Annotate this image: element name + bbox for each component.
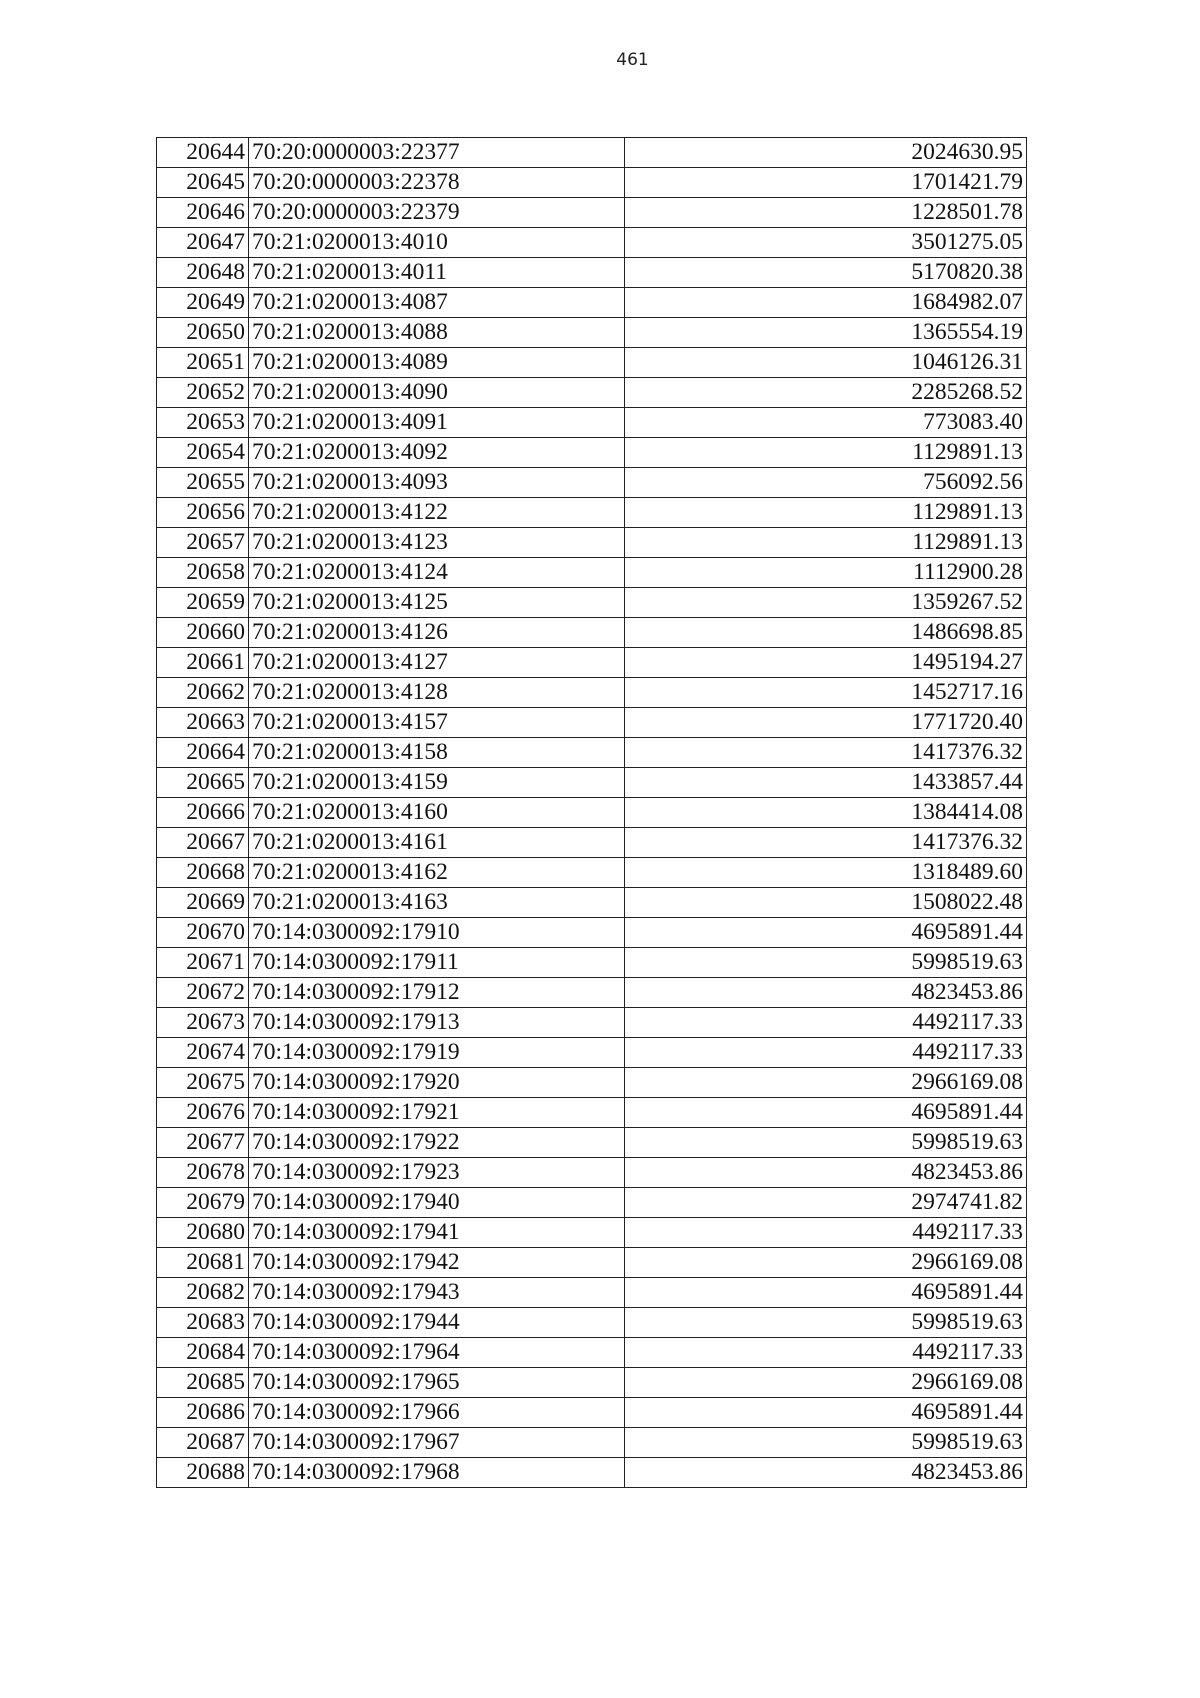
cadastral-number-cell: 70:21:0200013:4160: [249, 798, 625, 828]
table-row: [157, 678, 1027, 708]
cadastral-value-cell: 4823453.86: [625, 1458, 1027, 1488]
cadastral-value-cell: 1365554.19: [625, 318, 1027, 348]
cadastral-number-cell: 70:21:0200013:4161: [249, 828, 625, 858]
table-row: [157, 1008, 1027, 1038]
cadastral-value-cell: 4492117.33: [625, 1218, 1027, 1248]
cadastral-number-cell: 70:14:0300092:17941: [249, 1218, 625, 1248]
cadastral-value-cell: 5998519.63: [625, 1428, 1027, 1458]
table-row: [157, 858, 1027, 888]
row-number-cell: 20677: [157, 1128, 249, 1158]
cadastral-value-cell: 756092.56: [625, 468, 1027, 498]
cadastral-value-cell: 1417376.32: [625, 738, 1027, 768]
cadastral-number-cell: 70:21:0200013:4162: [249, 858, 625, 888]
row-number-cell: 20661: [157, 648, 249, 678]
cadastral-number-cell: 70:21:0200013:4010: [249, 228, 625, 258]
row-number-cell: 20688: [157, 1458, 249, 1488]
cadastral-number-cell: 70:21:0200013:4090: [249, 378, 625, 408]
row-number-cell: 20658: [157, 558, 249, 588]
table-row: [157, 1368, 1027, 1398]
cadastral-number-cell: 70:21:0200013:4163: [249, 888, 625, 918]
cadastral-value-cell: 4823453.86: [625, 1158, 1027, 1188]
cadastral-number-cell: 70:14:0300092:17966: [249, 1398, 625, 1428]
cadastral-number-cell: 70:21:0200013:4011: [249, 258, 625, 288]
cadastral-value-cell: 4823453.86: [625, 978, 1027, 1008]
cadastral-number-cell: 70:21:0200013:4089: [249, 348, 625, 378]
row-number-cell: 20675: [157, 1068, 249, 1098]
table-row: [157, 1398, 1027, 1428]
cadastral-value-cell: 4492117.33: [625, 1008, 1027, 1038]
cadastral-value-cell: 4695891.44: [625, 1278, 1027, 1308]
table-row: [157, 738, 1027, 768]
cadastral-value-cell: 4492117.33: [625, 1338, 1027, 1368]
table-row: [157, 168, 1027, 198]
cadastral-value-cell: 3501275.05: [625, 228, 1027, 258]
row-number-cell: 20659: [157, 588, 249, 618]
cadastral-number-cell: 70:20:0000003:22379: [249, 198, 625, 228]
cadastral-value-cell: 1384414.08: [625, 798, 1027, 828]
cadastral-value-cell: 1452717.16: [625, 678, 1027, 708]
table-row: [157, 828, 1027, 858]
cadastral-number-cell: 70:21:0200013:4093: [249, 468, 625, 498]
row-number-cell: 20660: [157, 618, 249, 648]
row-number-cell: 20670: [157, 918, 249, 948]
cadastral-number-cell: 70:21:0200013:4124: [249, 558, 625, 588]
row-number-cell: 20674: [157, 1038, 249, 1068]
table-row: [157, 558, 1027, 588]
cadastral-number-cell: 70:14:0300092:17965: [249, 1368, 625, 1398]
cadastral-number-cell: 70:21:0200013:4157: [249, 708, 625, 738]
cadastral-number-cell: 70:20:0000003:22378: [249, 168, 625, 198]
table-row: [157, 948, 1027, 978]
row-number-cell: 20653: [157, 408, 249, 438]
cadastral-value-cell: 1486698.85: [625, 618, 1027, 648]
cadastral-number-cell: 70:21:0200013:4128: [249, 678, 625, 708]
cadastral-value-cell: 4492117.33: [625, 1038, 1027, 1068]
cadastral-number-cell: 70:14:0300092:17919: [249, 1038, 625, 1068]
row-number-cell: 20686: [157, 1398, 249, 1428]
cadastral-number-cell: 70:14:0300092:17942: [249, 1248, 625, 1278]
table-row: [157, 288, 1027, 318]
table-row: [157, 918, 1027, 948]
row-number-cell: 20655: [157, 468, 249, 498]
row-number-cell: 20680: [157, 1218, 249, 1248]
table-row: [157, 1308, 1027, 1338]
table-row: [157, 708, 1027, 738]
row-number-cell: 20663: [157, 708, 249, 738]
cadastral-number-cell: 70:21:0200013:4092: [249, 438, 625, 468]
cadastral-value-cell: 4695891.44: [625, 1398, 1027, 1428]
row-number-cell: 20662: [157, 678, 249, 708]
cadastral-number-cell: 70:21:0200013:4087: [249, 288, 625, 318]
row-number-cell: 20656: [157, 498, 249, 528]
row-number-cell: 20676: [157, 1098, 249, 1128]
row-number-cell: 20647: [157, 228, 249, 258]
cadastral-value-cell: 5998519.63: [625, 1308, 1027, 1338]
cadastral-number-cell: 70:21:0200013:4091: [249, 408, 625, 438]
row-number-cell: 20682: [157, 1278, 249, 1308]
table-row: [157, 1188, 1027, 1218]
cadastral-value-cell: 1495194.27: [625, 648, 1027, 678]
table-row: [157, 588, 1027, 618]
table-row: [157, 768, 1027, 798]
cadastral-number-cell: 70:21:0200013:4127: [249, 648, 625, 678]
cadastral-value-cell: 1508022.48: [625, 888, 1027, 918]
row-number-cell: 20652: [157, 378, 249, 408]
cadastral-number-cell: 70:14:0300092:17910: [249, 918, 625, 948]
table-row: [157, 498, 1027, 528]
row-number-cell: 20673: [157, 1008, 249, 1038]
cadastral-value-cell: 1433857.44: [625, 768, 1027, 798]
cadastral-number-cell: 70:14:0300092:17967: [249, 1428, 625, 1458]
row-number-cell: 20657: [157, 528, 249, 558]
table-row: [157, 888, 1027, 918]
cadastral-value-cell: 1112900.28: [625, 558, 1027, 588]
row-number-cell: 20644: [157, 138, 249, 168]
row-number-cell: 20649: [157, 288, 249, 318]
cadastral-value-table: [156, 137, 1027, 1488]
cadastral-number-cell: 70:21:0200013:4088: [249, 318, 625, 348]
table-row: [157, 798, 1027, 828]
cadastral-number-cell: 70:14:0300092:17964: [249, 1338, 625, 1368]
table-row: [157, 1278, 1027, 1308]
cadastral-value-cell: 773083.40: [625, 408, 1027, 438]
cadastral-value-cell: 1318489.60: [625, 858, 1027, 888]
cadastral-number-cell: 70:14:0300092:17968: [249, 1458, 625, 1488]
row-number-cell: 20666: [157, 798, 249, 828]
cadastral-value-cell: 1701421.79: [625, 168, 1027, 198]
cadastral-value-cell: 2966169.08: [625, 1368, 1027, 1398]
cadastral-value-cell: 1129891.13: [625, 438, 1027, 468]
cadastral-number-cell: 70:21:0200013:4122: [249, 498, 625, 528]
cadastral-number-cell: 70:20:0000003:22377: [249, 138, 625, 168]
row-number-cell: 20650: [157, 318, 249, 348]
table-row: [157, 408, 1027, 438]
cadastral-number-cell: 70:14:0300092:17921: [249, 1098, 625, 1128]
row-number-cell: 20681: [157, 1248, 249, 1278]
row-number-cell: 20668: [157, 858, 249, 888]
table-row: [157, 138, 1027, 168]
cadastral-number-cell: 70:14:0300092:17911: [249, 948, 625, 978]
cadastral-value-cell: 2974741.82: [625, 1188, 1027, 1218]
row-number-cell: 20684: [157, 1338, 249, 1368]
table-row: [157, 978, 1027, 1008]
cadastral-value-cell: 1359267.52: [625, 588, 1027, 618]
table-row: [157, 1098, 1027, 1128]
row-number-cell: 20664: [157, 738, 249, 768]
cadastral-value-cell: 2285268.52: [625, 378, 1027, 408]
cadastral-value-cell: 1046126.31: [625, 348, 1027, 378]
row-number-cell: 20679: [157, 1188, 249, 1218]
cadastral-number-cell: 70:14:0300092:17940: [249, 1188, 625, 1218]
cadastral-number-cell: 70:14:0300092:17912: [249, 978, 625, 1008]
cadastral-value-cell: 1771720.40: [625, 708, 1027, 738]
table-row: [157, 438, 1027, 468]
table-row: [157, 528, 1027, 558]
row-number-cell: 20645: [157, 168, 249, 198]
table-row: [157, 198, 1027, 228]
cadastral-value-cell: 4695891.44: [625, 1098, 1027, 1128]
table-row: [157, 1068, 1027, 1098]
cadastral-number-cell: 70:14:0300092:17922: [249, 1128, 625, 1158]
table-row: [157, 1338, 1027, 1368]
row-number-cell: 20648: [157, 258, 249, 288]
row-number-cell: 20654: [157, 438, 249, 468]
cadastral-value-cell: 1129891.13: [625, 498, 1027, 528]
row-number-cell: 20651: [157, 348, 249, 378]
row-number-cell: 20685: [157, 1368, 249, 1398]
table-row: [157, 258, 1027, 288]
cadastral-number-cell: 70:14:0300092:17943: [249, 1278, 625, 1308]
table-row: [157, 1158, 1027, 1188]
table-row: [157, 228, 1027, 258]
table-row: [157, 1128, 1027, 1158]
cadastral-value-cell: 4695891.44: [625, 918, 1027, 948]
cadastral-value-cell: 1684982.07: [625, 288, 1027, 318]
cadastral-value-cell: 1417376.32: [625, 828, 1027, 858]
row-number-cell: 20678: [157, 1158, 249, 1188]
row-number-cell: 20672: [157, 978, 249, 1008]
row-number-cell: 20667: [157, 828, 249, 858]
table-row: [157, 648, 1027, 678]
cadastral-number-cell: 70:21:0200013:4126: [249, 618, 625, 648]
table-row: [157, 1038, 1027, 1068]
cadastral-value-cell: 2024630.95: [625, 138, 1027, 168]
cadastral-number-cell: 70:14:0300092:17920: [249, 1068, 625, 1098]
row-number-cell: 20646: [157, 198, 249, 228]
row-number-cell: 20671: [157, 948, 249, 978]
cadastral-value-cell: 5998519.63: [625, 948, 1027, 978]
table-row: [157, 618, 1027, 648]
cadastral-value-cell: 2966169.08: [625, 1248, 1027, 1278]
row-number-cell: 20665: [157, 768, 249, 798]
cadastral-number-cell: 70:14:0300092:17944: [249, 1308, 625, 1338]
cadastral-value-cell: 1228501.78: [625, 198, 1027, 228]
cadastral-value-cell: 1129891.13: [625, 528, 1027, 558]
table-row: [157, 1218, 1027, 1248]
cadastral-number-cell: 70:21:0200013:4159: [249, 768, 625, 798]
cadastral-number-cell: 70:21:0200013:4123: [249, 528, 625, 558]
cadastral-value-cell: 5998519.63: [625, 1128, 1027, 1158]
table-row: [157, 1248, 1027, 1278]
table-body: [157, 138, 1027, 1488]
cadastral-number-cell: 70:14:0300092:17913: [249, 1008, 625, 1038]
cadastral-value-cell: 2966169.08: [625, 1068, 1027, 1098]
cadastral-number-cell: 70:14:0300092:17923: [249, 1158, 625, 1188]
cadastral-value-cell: 5170820.38: [625, 258, 1027, 288]
row-number-cell: 20683: [157, 1308, 249, 1338]
row-number-cell: 20687: [157, 1428, 249, 1458]
table-row: [157, 378, 1027, 408]
row-number-cell: 20669: [157, 888, 249, 918]
cadastral-number-cell: 70:21:0200013:4125: [249, 588, 625, 618]
cadastral-number-cell: 70:21:0200013:4158: [249, 738, 625, 768]
table-row: [157, 468, 1027, 498]
table-row: [157, 1428, 1027, 1458]
page-number: 461: [616, 50, 649, 70]
table-row: [157, 318, 1027, 348]
table-row: [157, 1458, 1027, 1488]
table-row: [157, 348, 1027, 378]
